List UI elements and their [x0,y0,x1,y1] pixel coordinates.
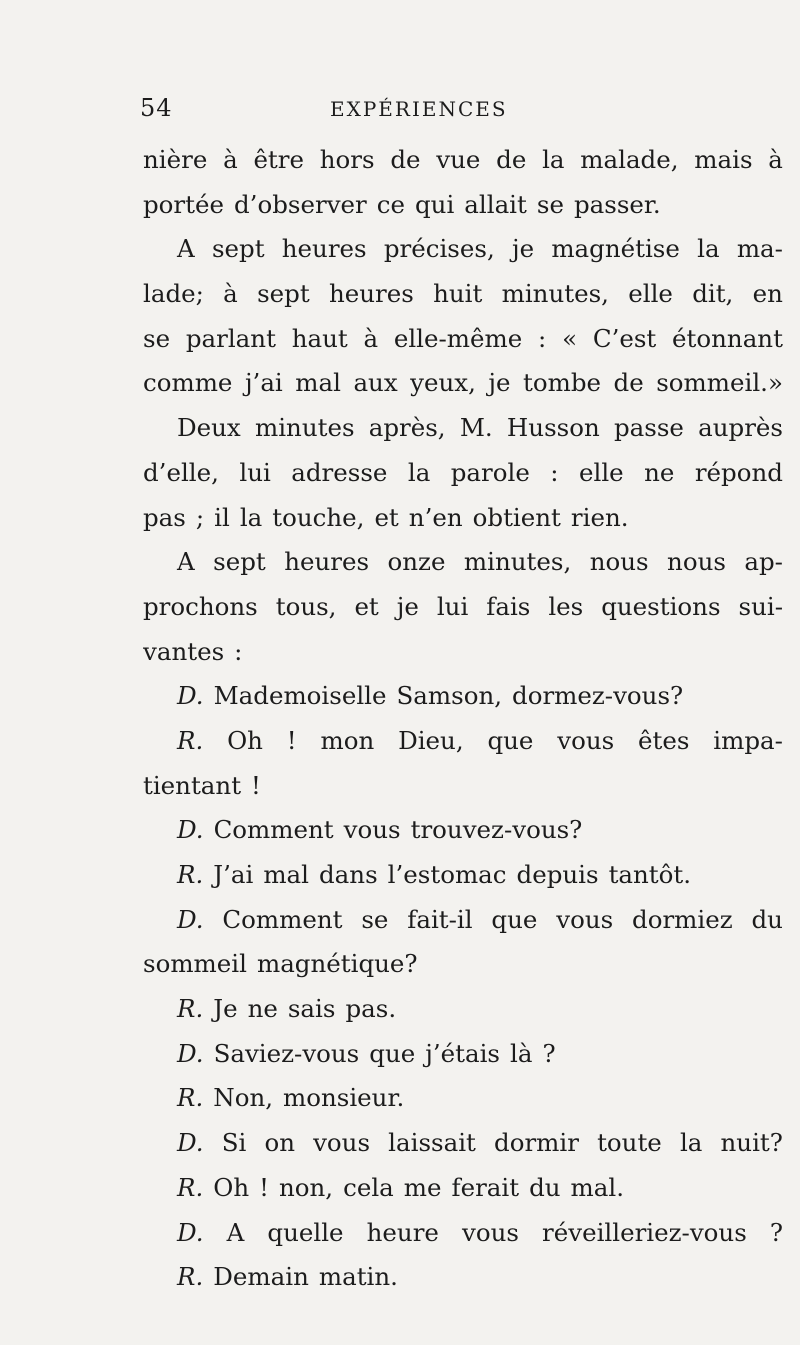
word: « [562,323,578,353]
text-line [143,1211,783,1256]
word: portée [143,189,224,219]
word: après, [368,413,446,443]
word: ? [769,1217,783,1247]
word: ? [542,1038,556,1068]
word: nuit? [720,1128,783,1158]
word: minutes, [463,547,572,577]
word: étonnant [672,323,783,353]
word: et [354,591,379,621]
word: huit [433,279,483,309]
body-text [143,138,783,1300]
word: A [177,234,195,264]
word: se [361,904,389,934]
word: vous [313,1128,371,1158]
word: d’elle, [143,457,219,487]
word: je [488,368,511,398]
word: que [491,904,538,934]
text-line [143,1032,783,1077]
word: J’ai [213,860,254,889]
text-line [143,1121,783,1166]
word: elle-même [393,323,523,353]
word: à [223,145,238,174]
word: trouvez-vous? [410,815,583,845]
word: je [511,234,535,264]
speaker-label: R. [177,994,204,1024]
word: dit, [692,279,734,309]
word: n’en [408,502,463,532]
speaker-label: R. [177,1083,204,1113]
word: onze [387,547,446,577]
word: : [234,636,243,666]
word: mal [263,860,309,889]
word: la [679,1128,703,1158]
speaker-label: D. [177,1217,204,1247]
speaker-label: D. [177,815,204,845]
word: fais [486,591,531,621]
word: du [529,1172,561,1202]
word: A [226,1217,245,1247]
word: M. [459,413,493,443]
word: Saviez-vous [213,1038,360,1068]
word: de [390,145,421,174]
word: aux [353,368,398,398]
speaker-label: D. [177,904,204,934]
word: la [407,457,431,487]
word: Comment [222,904,343,934]
word: magnétise [551,234,680,264]
word: me [403,1172,442,1202]
word: tombe [523,368,602,398]
speaker-label: R. [177,1172,204,1202]
word: auprès [698,413,783,443]
word: dormiez [632,904,733,934]
word: mon [320,725,375,755]
page-header [140,94,780,128]
text-line [143,361,783,406]
word: toute [597,1128,662,1158]
word: Comment [213,815,334,845]
text-line [143,764,783,809]
word: la [239,502,263,532]
word: de [613,368,644,398]
word: depuis [516,860,599,889]
word: prochons [143,591,258,621]
word: dormir [494,1128,579,1158]
speaker-label: R. [177,1262,204,1292]
word: yeux, [410,368,476,398]
text-line [143,496,783,541]
word: nous [667,547,726,577]
word: dans [319,860,378,889]
word: mal [295,368,341,398]
speaker-label: R. [177,725,204,755]
word: nière [143,145,208,174]
word: allait [464,189,527,219]
text-line [143,1255,783,1300]
word: haut [291,323,348,353]
word: sommeil.» [656,368,783,398]
running-title: EXPÉRIENCES [330,97,508,121]
word: sommeil [143,949,247,979]
text-line [143,898,783,943]
word: laissait [388,1128,476,1158]
word: réveilleriez-vous [542,1217,747,1247]
text-line [143,227,783,272]
word: passer. [573,189,661,219]
text-line [143,317,783,362]
word: Non, [213,1083,274,1113]
word: : [550,457,559,487]
text-line [143,1076,783,1121]
word: comme [143,368,233,398]
word: hors [319,145,375,174]
word: vantes [143,636,225,666]
word: la [697,234,720,264]
word: A [177,547,195,577]
word: d’observer [234,189,367,219]
speaker-label: D. [177,1128,204,1158]
word: êtes [638,725,690,755]
word: nous [589,547,649,577]
word: se [536,189,564,219]
word: lui [239,457,271,487]
text-line [143,406,783,451]
text-line [143,853,783,898]
word: sept [211,234,265,264]
word: minutes, [501,279,609,309]
word: ma- [736,234,783,264]
word: ne [247,994,278,1024]
word: on [264,1128,295,1158]
word: dormez-vous? [512,681,684,711]
word: être [253,145,304,174]
word: heure [366,1217,439,1247]
word: ap- [744,547,783,577]
speaker-label: D. [177,681,204,711]
text-line [143,987,783,1032]
word: vous [557,725,615,755]
word: pas [143,502,186,532]
word: elle [578,457,624,487]
word: se [143,323,171,353]
word: matin. [318,1262,398,1292]
word: parlant [185,323,276,353]
word: Je [213,994,238,1024]
word: ! [259,1172,269,1202]
text-line [143,183,783,228]
word: Demain [213,1262,309,1292]
word: Oh [213,1172,250,1202]
word: les [548,591,584,621]
word: ce [376,189,405,219]
word: à [768,145,783,174]
word: sept [213,547,266,577]
text-line [143,674,783,719]
word: vue [436,145,481,174]
word: lui [436,591,469,621]
word: heures [328,279,414,309]
word: tientant [143,770,242,800]
word: Mademoiselle [213,681,387,711]
word: mais [694,145,753,174]
word: quelle [267,1217,344,1247]
word: questions [601,591,721,621]
word: Deux [177,413,241,443]
word: mal. [570,1172,625,1202]
word: lade; [143,279,204,309]
word: minutes [254,413,355,443]
word: et [374,502,399,532]
text-line [143,540,783,585]
word: ne [644,457,675,487]
word: sais [287,994,336,1024]
word: ferait [451,1172,520,1202]
word: vous [343,815,401,845]
word: rien. [570,502,629,532]
word: à [363,323,379,353]
word: C’est [592,323,657,353]
word: il [214,502,230,532]
word: répond [694,457,783,487]
speaker-label: D. [177,1038,204,1068]
page-number: 54 [140,94,173,122]
word: que [487,725,534,755]
word: de [496,145,527,174]
word: que [369,1038,416,1068]
word: précises, [383,234,495,264]
word: ! [286,725,297,755]
word: la [542,145,565,174]
word: j’ai [244,368,283,398]
word: ; [195,502,205,532]
word: cela [343,1172,394,1202]
word: magnétique? [256,949,418,979]
word: monsieur. [283,1083,405,1113]
word: elle [628,279,673,309]
word: impa- [713,725,783,755]
word: heures [284,547,370,577]
word: l’estomac [387,860,507,889]
word: tous, [275,591,337,621]
text-line [143,630,783,675]
word: non, [278,1172,334,1202]
word: du [751,904,783,934]
word: heures [281,234,367,264]
text-line [143,451,783,496]
text-line [143,585,783,630]
word: sui- [738,591,783,621]
word: Si [221,1128,247,1158]
word: je [396,591,419,621]
word: vous [462,1217,519,1247]
word: touche, [272,502,365,532]
word: adresse [291,457,388,487]
word: ! [251,770,261,800]
word: sept [257,279,310,309]
word: passe [613,413,684,443]
word: en [752,279,783,309]
word: Dieu, [398,725,464,755]
word: j’étais [425,1038,500,1068]
text-line [143,272,783,317]
text-line [143,1166,783,1211]
word: Samson, [396,681,503,711]
word: : [538,323,547,353]
text-line [143,942,783,987]
word: Oh [227,725,263,755]
word: vous [556,904,614,934]
text-line [143,138,783,183]
word: qui [414,189,455,219]
text-line [143,719,783,764]
word: obtient [472,502,561,532]
word: fait-il [407,904,473,934]
word: là [509,1038,533,1068]
speaker-label: R. [177,860,204,889]
word: tantôt. [608,860,692,889]
word: pas. [345,994,397,1024]
word: Husson [506,413,600,443]
word: malade, [580,145,679,174]
word: parole [450,457,530,487]
word: à [223,279,238,309]
text-line [143,808,783,853]
